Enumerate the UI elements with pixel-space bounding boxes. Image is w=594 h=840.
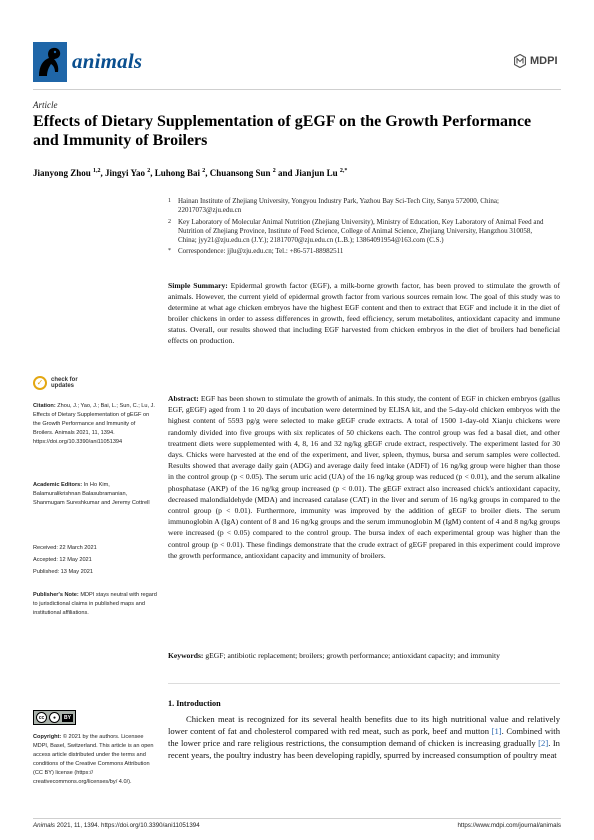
author[interactable]: Jianyong Zhou $^{1,2}$ [33,168,101,178]
journal-url-link[interactable]: https://www.mdpi.com/journal/animals [457,822,561,829]
publisher-note: Publisher's Note: MDPI stays neutral with regard to jurisdictional claims in published maps and institutional affiliations. [33,592,157,616]
attribution-icon: ● [49,712,60,723]
mdpi-hexagon-icon [514,54,526,68]
citation-block: Citation: Zhou, J.; Yao, J.; Bai, L.; Sun, C.; Lu, J. Effects of Dietary Supplementation of gEGF on the Growth Performance and Immunity of Broilers. Animals 2021, 11, 1394. https://doi.org/10.3390/ani11051394 [33,403,155,445]
reference-link[interactable]: [1] [491,726,502,737]
section-heading: 1. Introduction [168,699,221,708]
footer-citation: Animals 2021, 11, 1394. https://doi.org/10.3390/ani11051394 [33,822,200,829]
copyright-block: Copyright: © 2021 by the authors. Licensee MDPI, Basel, Switzerland. This article is an open access article distributed under the terms and conditions of the Creative Commons Attribution (CC BY) license (https:// creativecommons.org/licenses/by/ 4.0/). [33,734,154,785]
footer-divider [33,818,561,819]
header-divider [33,89,561,90]
reference-link[interactable]: [2] [538,738,549,749]
author-list: Jianyong Zhou $^{1,2}$, Jingyi Yao $^2$, Luhong Bai $^2$, Chuansong Sun $^2$ and Jianjun Lu $^{2,*}$ [33,168,348,178]
introduction-paragraph: Chicken meat is recognized for its several health benefits due to its high nutritional value and relatively lower content of fat and cholesterol compared with red meat, such as pork, beef and mutton [1]. Combined with the lower price and rare religious restrictions, the consumption demand of chicken is increasing gradually [2]. In recent years, the poultry industry has been developing rapidly, spurred by increased consumption of poultry meat [168,714,560,761]
affiliation: 1 Hainan Institute of Zhejiang University, Yongyou Industry Park, Yazhou Bay Sci-Tech City, Sanya 572000, China; 22017073@zju.edu.cn [168,197,499,215]
academic-editors: Academic Editors: In Ho Kim, Balamuralikrishnan Balasubramanian, Shanmugam Sureshkumar and Jeremy Cottrell [33,482,150,506]
author[interactable]: Jingyi Yao $^2$ [105,168,151,178]
publisher-name: MDPI [530,55,558,67]
keywords: Keywords: gEGF; antibiotic replacement; broilers; growth performance; antioxidant capacity; and immunity [168,651,500,660]
journal-name: animals [72,49,143,73]
doi-link[interactable]: 2021, 11, 1394. https://doi.org/10.3390/ani11051394 [56,822,200,829]
cc-by-license-badge[interactable] [33,710,76,725]
published-date: Published: 13 May 2021 [33,569,94,575]
publisher-logo [514,54,558,68]
correspondence: * Correspondence: jjlu@zju.edu.cn; Tel.: +86-571-88982511 [168,247,344,256]
article-type: Article [33,100,58,110]
affiliations [168,197,548,259]
article-title: Effects of Dietary Supplementation of gEGF on the Growth Performance and Immunity of Broilers [33,113,532,149]
by-label: BY [64,714,71,721]
simple-summary: Simple Summary: Epidermal growth factor (EGF), a milk-borne growth factor, has been proved to stimulate the growth of animals. However, the current yield of epidermal growth factor from various sources remain low. The goal of this study was to determine at what age chicken embryos have the highest EGF content and then to extract that EGF and include it in the diet of broiler chickens in order to assess differences in growth, feed efficiency, serum metabolites, antioxidant capacity and immune status. Overall, our results showed that including EGF harvested from chicken embryos in the diet of broilers had beneficial effects on production. [168,281,560,346]
received-date: Received: 22 March 2021 [33,545,97,551]
accepted-date: Accepted: 12 May 2021 [33,557,92,563]
check-updates-label: check for updates [51,376,78,389]
author[interactable]: Jianjun Lu $^{2,*}$ [294,168,348,178]
author[interactable]: Luhong Bai $^2$ [154,168,206,178]
check-updates-icon: ✓ [33,376,47,390]
monkey-logo-icon [33,42,67,82]
check-for-updates-button[interactable] [33,376,85,390]
affiliation: 2 Key Laboratory of Molecular Animal Nutrition (Zhejiang University), Ministry of Education, Key Laboratory of Animal Feed and Nutrition of Zhejiang Province, Institute of Feed Science, College of Animal Science, Zhejiang University, Hangzhou 310058, China; jyy21@zju.edu.cn (J.Y.); 21817070@zju.edu.cn (L.B.); 13864091954@163.com (C.S.) [168,217,544,245]
author[interactable]: Chuansong Sun $^2$ [209,168,276,178]
section-divider [168,683,560,684]
journal-logo [33,42,67,82]
cc-icon: cc [36,712,47,723]
abstract: Abstract: EGF has been shown to stimulate the growth of animals. In this study, the content of EGF in chicken embryos (gallus EGF, gEGF) aged from 1 to 20 days of incubation were determined by ELISA kit, and the 5-day-old chicken embryos with the highest content of 5593 pg/g were selected to make gEGF crude extracts. A total of 1500 1-day-old Xianju chickens were randomly divided into five groups with six replicates of 50 chickens each. The control group was fed a basal diet, and other treatment diets were supplemented with 4, 8, 16 and 32 ng/kg gEGF crude extract, respectively. The experiment lasted for 30 days. Chicks were harvested at the end of the experiment, and liver, spleen, thymus, bursa and serum samples were collected. Results showed that average daily gain (ADG) and average daily feed intake (ADFI) of 16 ng/kg group were higher than those in the control group (p < 0.05). The serum uric acid (UA) of the 16 ng/kg group was reduced (p < 0.01), and the serum alkaline phosphatase (AKP) of the 16 ng/kg group increased (p < 0.01). The gEGF extract also increased chick's antioxidant capacity, decreased malondialdehyde (MDA) and increased catalase (CAT) in the liver and serum of 16 ng/kg groups in compared to the control group (p < 0.01). Furthermore, immunity was improved by the addition of gEGF to broiler diets. The serum immunoglobin A (IgA) content of 8 and 16 ng/kg groups and the serum immunoglobin M (IgM) content of 4 and 8 ng/kg groups were increased (p < 0.05) compared to the control group. The bursa index of each experimental group was higher than the control group (p < 0.01). These findings demonstrate that the crude extract of gEGF prepared in this experiment could improve the growth performance, antioxidant capacity and immunity of broilers. [168,394,561,560]
